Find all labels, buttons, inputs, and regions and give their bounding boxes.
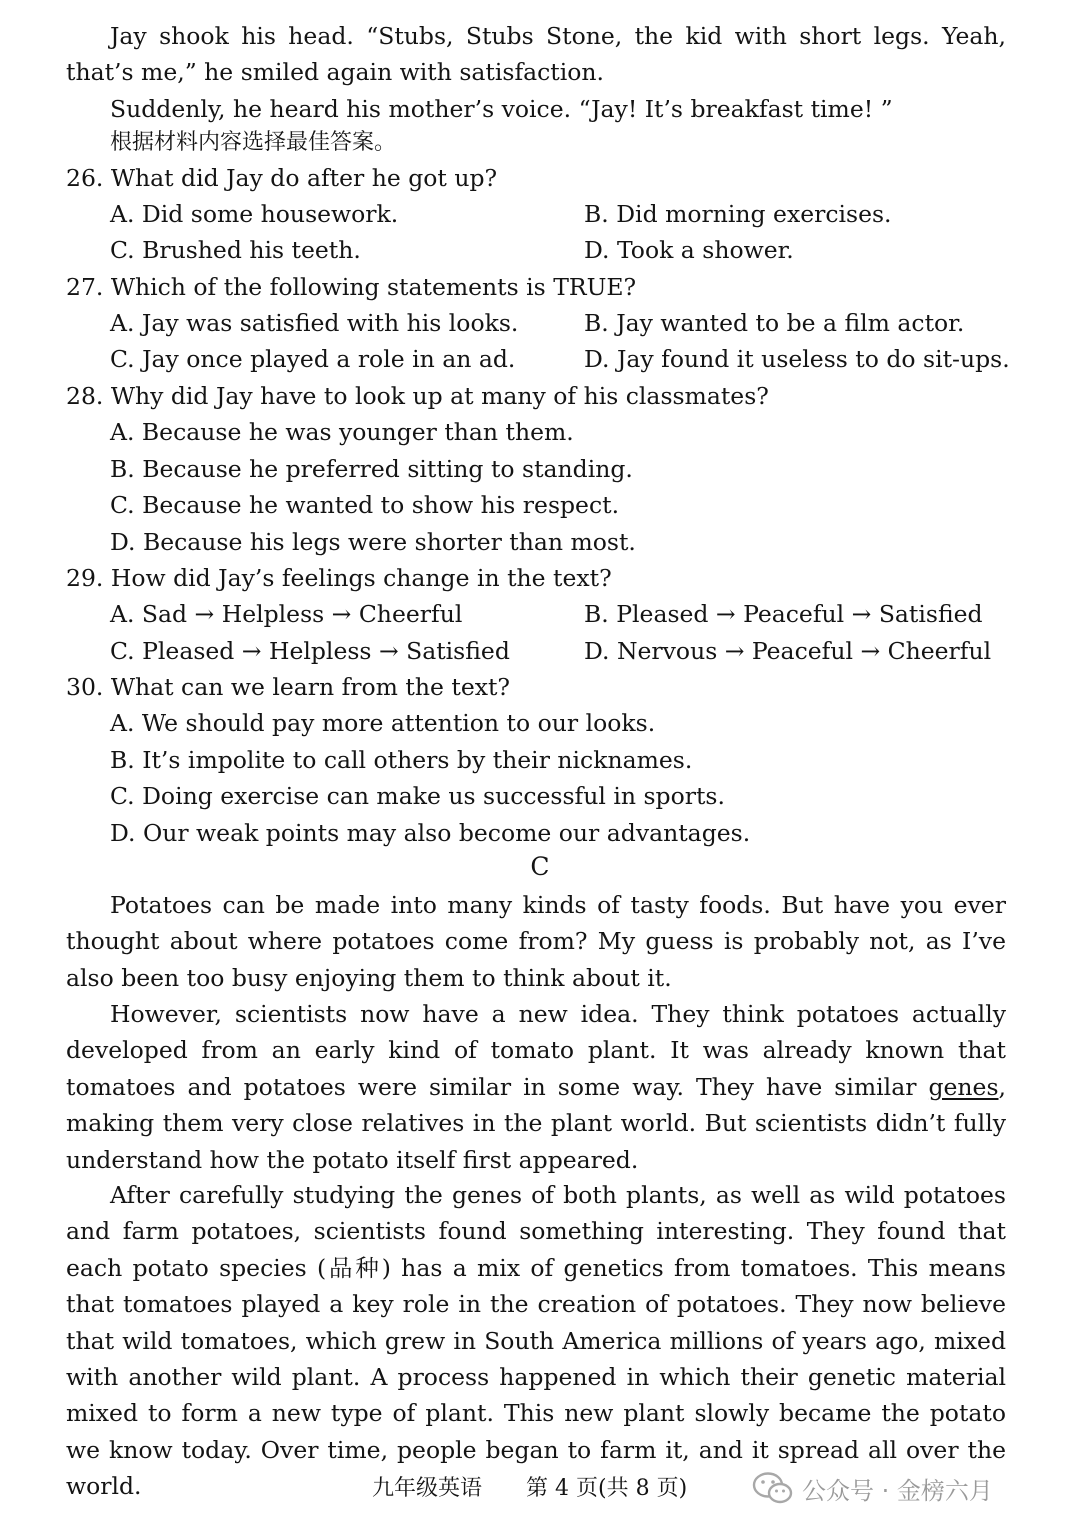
story-paragraph-2: Suddenly, he heard his mother’s voice. “Jay! It’s breakfast time! ” [110,95,893,123]
question-28-option-b: B. Because he preferred sitting to standing. [110,455,633,483]
section-c-heading: C [530,852,550,881]
question-30-option-d: D. Our weak points may also become our advantages. [110,819,751,847]
paragraph-2-text-before: However, scientists now have a new idea. They think potatoes actually developed from an early kind of tomato plant. It was already known that tomatoes and potatoes were similar in some way. They have similar [66,1000,1006,1101]
question-27-option-c: C. Jay once played a role in an ad. [110,345,516,373]
question-26-option-c: C. Brushed his teeth. [110,236,361,264]
question-28-option-c: C. Because he wanted to show his respect. [110,491,620,519]
question-27-stem: 27. Which of the following statements is TRUE? [66,273,637,301]
question-28-option-a: A. Because he was younger than them. [110,418,574,446]
section-c-paragraph-1: Potatoes can be made into many kinds of tasty foods. But have you ever thought about where potatoes come from? My guess is probably not, as I’ve also been too busy enjoying them to think about it. [66,891,1006,992]
paragraph-2-text-after: , making them very close relatives in the plant world. But scientists didn’t fully understand how the potato itself first appeared. [66,1072,1006,1174]
question-30-stem: 30. What can we learn from the text? [66,673,511,701]
question-30-option-c: C. Doing exercise can make us successful in sports. [110,782,725,810]
question-26-stem: 26. What did Jay do after he got up? [66,164,498,192]
question-27-option-d: D. Jay found it useless to do sit-ups. [584,345,1010,373]
question-27-option-a: A. Jay was satisfied with his looks. [110,309,519,337]
question-30-option-b: B. It’s impolite to call others by their nicknames. [110,746,693,774]
story-paragraph-1: Jay shook his head. “Stubs, Stubs Stone, the kid with short legs. Yeah, that’s me,” he smiled again with satisfaction. [66,22,1006,87]
watermark-text: 公众号 · 金榜六月 [802,1476,993,1505]
question-29-stem: 29. How did Jay’s feelings change in the text? [66,564,612,592]
section-c-paragraph-3: After carefully studying the genes of both plants, as well as wild potatoes and farm potatoes, scientists found something interesting. They found that each potato species (品种) has a mix of genetics from tomatoes. This means that tomatoes played a key role in the creation of potatoes. They now believe that wild tomatoes, which grew in South America millions of years ago, mixed with another wild plant. A process happened in which their genetic material mixed to form a new type of plant. This new plant slowly became the potato we know today. Over time, people began to farm it, and it spread all over the world. [66,1181,1006,1501]
watermark [752,1468,993,1508]
question-29-option-a: A. Sad → Helpless → Cheerful [110,600,463,628]
question-28-option-d: D. Because his legs were shorter than most. [110,528,636,556]
footer-subject: 九年级英语 [372,1476,483,1501]
question-26-option-a: A. Did some housework. [110,200,399,228]
page-footer [372,1472,731,1506]
question-29-option-d: D. Nervous → Peaceful → Cheerful [584,637,992,665]
wechat-icon [752,1470,794,1506]
section-c-paragraph-2 [66,996,1006,1178]
question-29-option-c: C. Pleased → Helpless → Satisfied [110,637,510,665]
question-26-option-d: D. Took a shower. [584,236,794,264]
question-29-option-b: B. Pleased → Peaceful → Satisfied [584,600,983,628]
question-27-option-b: B. Jay wanted to be a film actor. [584,309,965,337]
question-30-option-a: A. We should pay more attention to our looks. [110,709,656,737]
question-26-option-b: B. Did morning exercises. [584,200,892,228]
question-28-stem: 28. Why did Jay have to look up at many of his classmates? [66,382,769,410]
underlined-word-genes: genes [928,1072,999,1101]
footer-page-number: 第 4 页(共 8 页) [526,1476,688,1501]
instruction-text: 根据材料内容选择最佳答案。 [110,130,397,155]
